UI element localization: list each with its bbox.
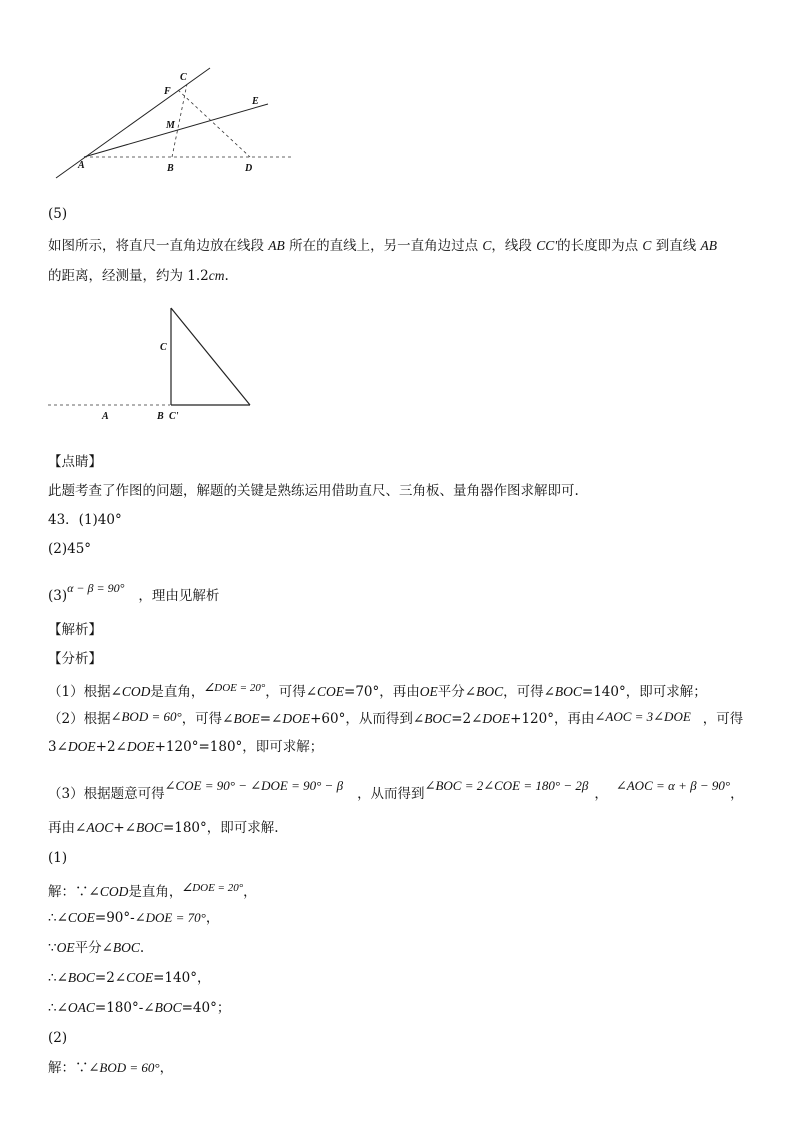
label-f: F xyxy=(164,86,171,97)
analysis-point-2-cont: 3∠DOE+2∠DOE+120°=180°，即可求解； xyxy=(48,739,324,755)
solution-2-line-1: 解：∵∠BOD = 60°， xyxy=(48,1060,174,1076)
triangle-hypotenuse xyxy=(171,308,250,405)
label-c: C xyxy=(160,342,167,353)
geometry-figure-2 xyxy=(45,300,265,430)
q43-answer-1: 43．(1)40° xyxy=(48,512,122,528)
q43-answer-2: (2)45° xyxy=(48,541,92,557)
label-e: E xyxy=(252,96,259,107)
solution-1-line-3: ∵OE平分∠BOC. xyxy=(48,940,145,956)
label-c: C xyxy=(180,72,187,83)
comment-heading: 【点睛】 xyxy=(48,454,102,470)
solution-1-number: (1) xyxy=(48,850,68,866)
label-d: D xyxy=(245,163,253,174)
analysis-point-1: （1）根据∠COD是直角，$^{\angle DOE = 20^\circ}$，可得∠COE=70°，再由OE平分∠BOC，可得∠BOC=140°，即可求解； xyxy=(48,682,707,700)
solution-2-number: (2) xyxy=(48,1030,68,1046)
analysis-subheading: 【分析】 xyxy=(48,651,102,667)
label-a: A xyxy=(102,411,109,422)
solution-1-line-2: ∴∠COE=90°-∠DOE = 70°， xyxy=(48,910,220,926)
analysis-heading: 【解析】 xyxy=(48,622,102,638)
analysis-point-2: （2）根据∠BOD = 60°，可得∠BOE=∠DOE+60°，从而得到∠BOC=2∠DOE+120°，再由∠AOC = 3∠DOE ，可得 xyxy=(48,709,744,727)
q43-answer-3: (3)α − β = 90° ，理由见解析 xyxy=(48,581,220,604)
comment-text: 此题考查了作图的问题，解题的关键是熟练运用借助直尺、三角板、量角器作图求解即可. xyxy=(48,483,579,499)
solution-1-line-1: 解：∵∠COD是直角，$^{\angle DOE = 20^\circ}$， xyxy=(48,882,257,900)
segment-fd-dashed xyxy=(178,90,250,157)
part5-number: (5) xyxy=(48,206,68,222)
part5-line2: 的距离，经测量，约为 1.2cm. xyxy=(48,268,229,284)
line-ae xyxy=(84,104,268,157)
label-a: A xyxy=(78,160,85,171)
analysis-point-3-cont: 再由∠AOC+∠BOC=180°，即可求解. xyxy=(48,820,279,836)
part5-line1: 如图所示，将直尺一直角边放在线段 AB 所在的直线上，另一直角边过点 C，线段 CC'的长度即为点 C 到直线 AB xyxy=(48,238,718,254)
label-m: M xyxy=(166,120,175,131)
label-c-prime: C' xyxy=(169,411,179,422)
solution-1-line-4: ∴∠BOC=2∠COE=140°， xyxy=(48,970,211,986)
geometry-figure-1 xyxy=(40,60,310,185)
solution-1-line-5: ∴∠OAC=180°-∠BOC=40°； xyxy=(48,1000,231,1016)
label-b: B xyxy=(167,163,174,174)
analysis-point-3: （3）根据题意可得∠COE = 90° − ∠DOE = 90° − β，从而得到∠BOC = 2∠COE = 180° − 2β，∠AOC = α + β − 90°， xyxy=(48,778,744,802)
label-b: B xyxy=(157,411,164,422)
